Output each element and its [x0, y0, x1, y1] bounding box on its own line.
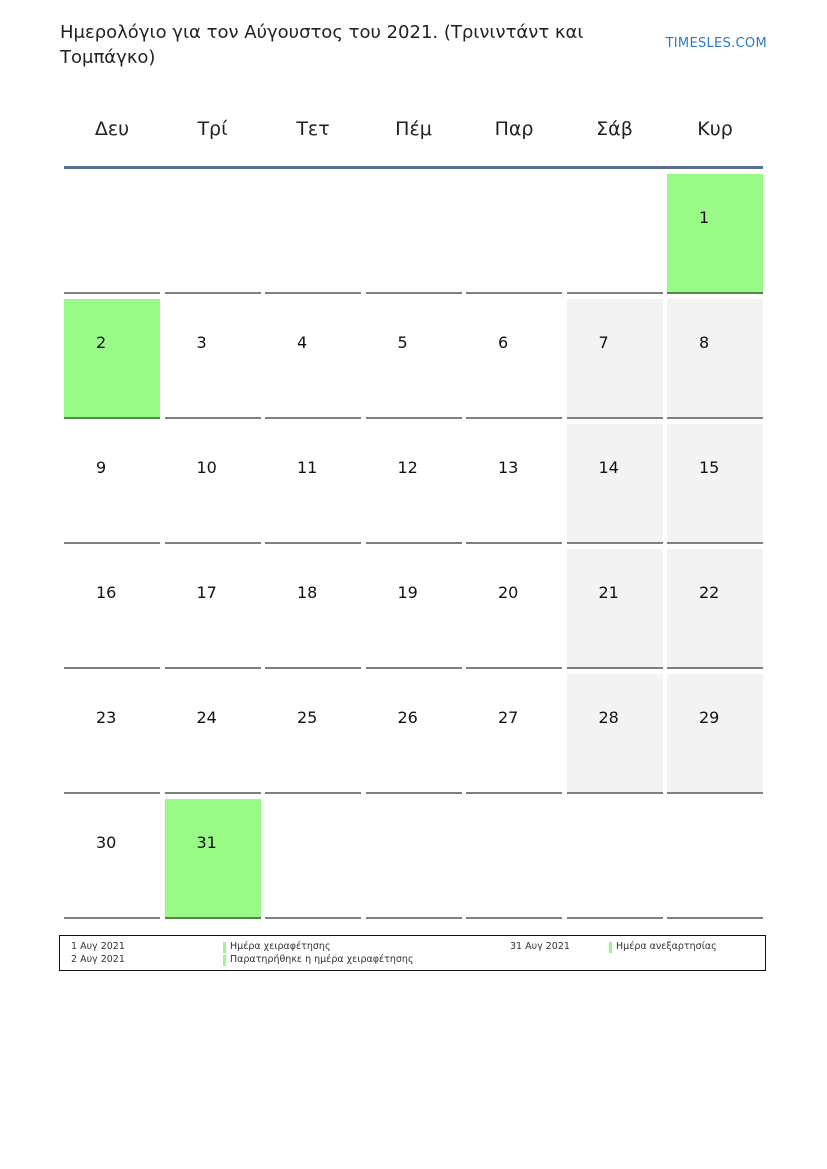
day-cell[interactable]: [64, 674, 160, 794]
weekday-fri: Παρ: [494, 118, 534, 140]
page-title: Ημερολόγιο για τον Αύγουστος του 2021. (Τρινιντάντ και Τομπάγκο): [60, 22, 584, 68]
day-number: 9: [96, 458, 107, 477]
day-cell[interactable]: [165, 299, 261, 419]
day-cell[interactable]: [567, 674, 663, 794]
day-cell[interactable]: [466, 549, 562, 669]
day-cell[interactable]: [466, 424, 562, 544]
empty-day-cell: [265, 799, 361, 919]
day-cell[interactable]: [64, 424, 160, 544]
day-cell[interactable]: [366, 424, 462, 544]
day-cell[interactable]: [667, 549, 763, 669]
day-number: 3: [196, 333, 207, 352]
day-cell[interactable]: [366, 674, 462, 794]
weekday-tue: Τρί: [197, 118, 228, 140]
header-divider: [64, 166, 763, 169]
empty-day-cell: [366, 799, 462, 919]
day-number: 16: [96, 583, 117, 602]
legend-item: [609, 941, 717, 952]
day-cell[interactable]: [265, 424, 361, 544]
day-number: 10: [196, 458, 217, 477]
weekday-sun: Κυρ: [697, 118, 733, 140]
day-number: 30: [96, 833, 117, 852]
day-number: 15: [699, 458, 720, 477]
day-cell[interactable]: [64, 549, 160, 669]
day-number: 19: [397, 583, 418, 602]
day-number: 1: [699, 208, 710, 227]
day-cell[interactable]: [667, 299, 763, 419]
day-cell[interactable]: [165, 549, 261, 669]
holiday-marker: [223, 942, 226, 953]
day-number: 21: [598, 583, 619, 602]
day-cell[interactable]: [265, 674, 361, 794]
day-cell[interactable]: [366, 299, 462, 419]
weekday-mon: Δευ: [94, 118, 130, 140]
weekday-sat: Σάβ: [596, 118, 633, 140]
empty-day-cell: [64, 174, 160, 294]
day-cell[interactable]: [165, 424, 261, 544]
day-cell[interactable]: [667, 674, 763, 794]
legend-item: [223, 954, 414, 965]
legend-date: 31 Αυγ 2021: [510, 941, 570, 952]
day-number: 13: [498, 458, 519, 477]
day-number: 26: [397, 708, 418, 727]
day-cell[interactable]: [165, 674, 261, 794]
legend-date: 1 Αυγ 2021: [71, 941, 125, 952]
day-cell[interactable]: [667, 424, 763, 544]
holiday-marker: [223, 955, 226, 966]
empty-day-cell: [265, 174, 361, 294]
empty-day-cell: [567, 174, 663, 294]
day-number: 20: [498, 583, 519, 602]
weekday-header-row: [64, 100, 764, 160]
day-cell[interactable]: [165, 799, 261, 919]
day-cell[interactable]: [567, 299, 663, 419]
day-number: 24: [196, 708, 217, 727]
day-cell[interactable]: [366, 549, 462, 669]
day-number: 12: [397, 458, 418, 477]
empty-day-cell: [567, 799, 663, 919]
day-number: 25: [297, 708, 318, 727]
site-link[interactable]: TIMESLES.COM: [665, 36, 767, 51]
legend-label: Ημέρα χειραφέτησης: [230, 941, 331, 952]
day-cell[interactable]: [265, 549, 361, 669]
day-number: 14: [598, 458, 619, 477]
day-cell[interactable]: [567, 424, 663, 544]
holiday-marker: [609, 942, 612, 953]
day-cell[interactable]: [64, 799, 160, 919]
legend-item: [223, 941, 331, 952]
empty-day-cell: [667, 799, 763, 919]
day-cell[interactable]: [567, 549, 663, 669]
empty-day-cell: [466, 174, 562, 294]
day-number: 18: [297, 583, 318, 602]
legend-label: Ημέρα ανεξαρτησίας: [616, 941, 717, 952]
empty-day-cell: [466, 799, 562, 919]
day-cell[interactable]: [667, 174, 763, 294]
day-number: 8: [699, 333, 710, 352]
day-number: 6: [498, 333, 509, 352]
day-number: 22: [699, 583, 720, 602]
day-cell[interactable]: [466, 299, 562, 419]
day-number: 31: [196, 833, 217, 852]
day-number: 27: [498, 708, 519, 727]
legend-label: Παρατηρήθηκε η ημέρα χειραφέτησης: [230, 954, 414, 965]
weekday-wed: Τετ: [296, 118, 330, 140]
day-number: 2: [96, 333, 107, 352]
day-number: 11: [297, 458, 318, 477]
empty-day-cell: [165, 174, 261, 294]
empty-day-cell: [366, 174, 462, 294]
day-number: 4: [297, 333, 308, 352]
day-number: 5: [397, 333, 408, 352]
day-cell[interactable]: [265, 299, 361, 419]
day-cell[interactable]: [466, 674, 562, 794]
day-cell[interactable]: [64, 299, 160, 419]
holiday-legend: [59, 935, 766, 971]
weekday-thu: Πέμ: [395, 118, 432, 140]
day-number: 29: [699, 708, 720, 727]
day-number: 28: [598, 708, 619, 727]
legend-date: 2 Αυγ 2021: [71, 954, 125, 965]
day-number: 23: [96, 708, 117, 727]
day-number: 7: [598, 333, 609, 352]
day-number: 17: [196, 583, 217, 602]
